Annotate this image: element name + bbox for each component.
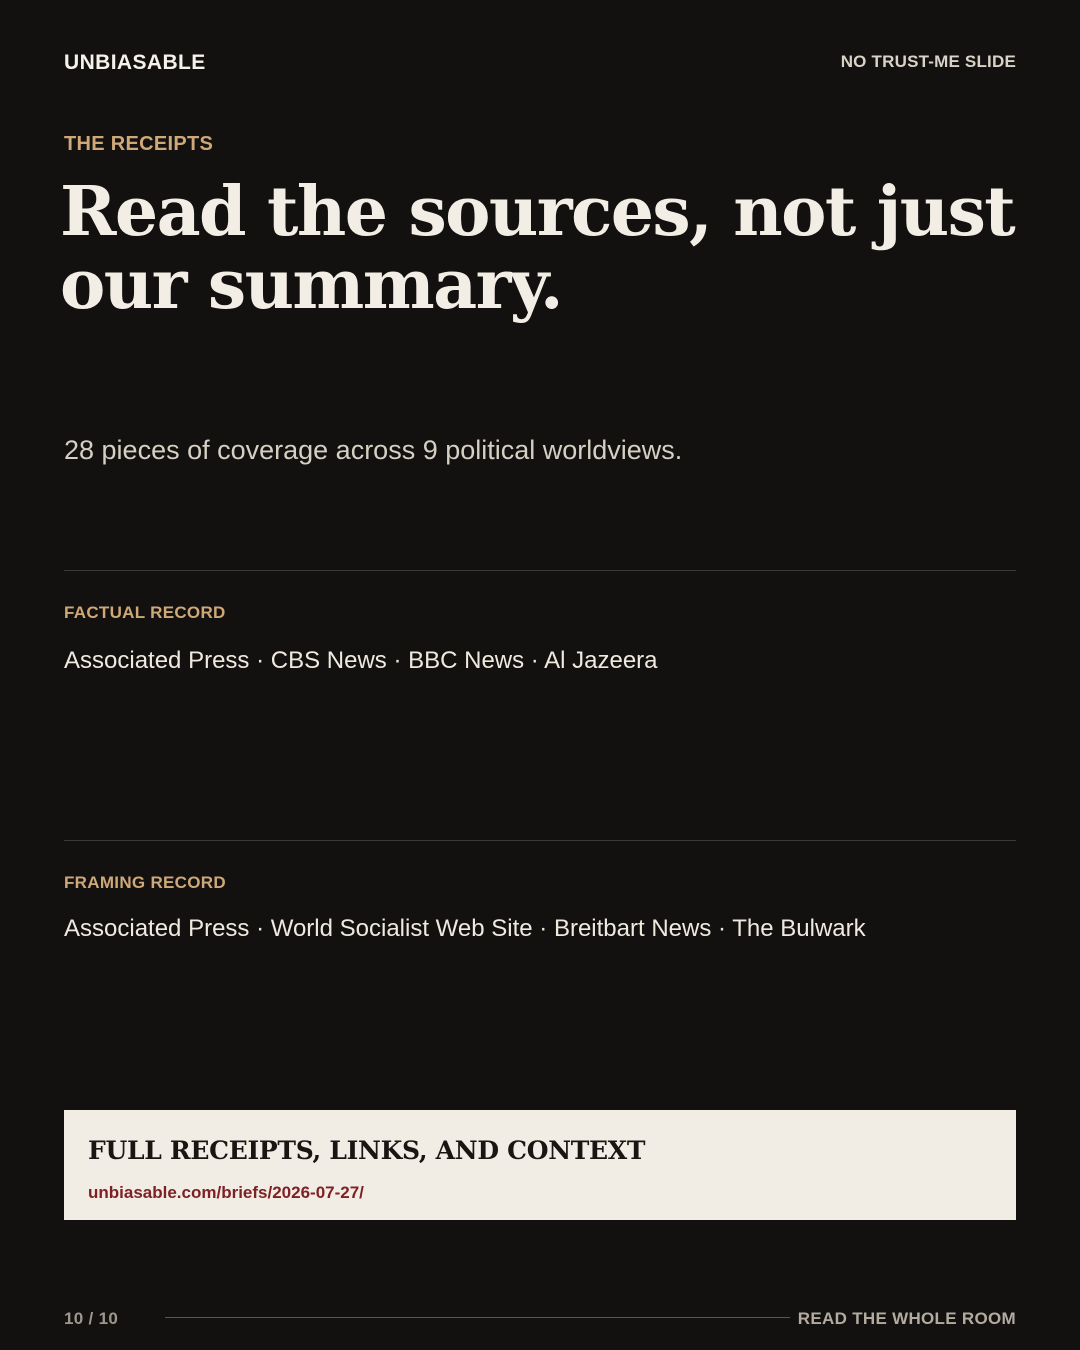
- divider: [64, 840, 1016, 841]
- factual-record-label: FACTUAL RECORD: [64, 603, 226, 622]
- coverage-summary: 28 pieces of coverage across 9 political worldviews.: [64, 435, 683, 465]
- page-title: Read the sources, not just our summary.: [60, 172, 1015, 325]
- factual-record-sources: Associated Press · CBS News · BBC News · Al Jazeera: [64, 647, 658, 674]
- divider: [64, 570, 1016, 571]
- page-indicator: 10 / 10: [64, 1309, 119, 1328]
- slide-tag: NO TRUST-ME SLIDE: [840, 52, 1016, 71]
- callout-title: FULL RECEIPTS, LINKS, AND CONTEXT: [88, 1136, 646, 1165]
- footer-divider: [165, 1317, 790, 1318]
- section-eyebrow: THE RECEIPTS: [64, 133, 214, 155]
- brand-name: UNBIASABLE: [64, 51, 206, 74]
- framing-record-sources: Associated Press · World Socialist Web Site · Breitbart News · The Bulwark: [64, 915, 866, 942]
- receipts-link[interactable]: unbiasable.com/briefs/2026-07-27/: [88, 1183, 364, 1202]
- framing-record-label: FRAMING RECORD: [64, 873, 226, 892]
- receipts-callout: [64, 1110, 1016, 1220]
- footer-tagline: READ THE WHOLE ROOM: [797, 1309, 1016, 1328]
